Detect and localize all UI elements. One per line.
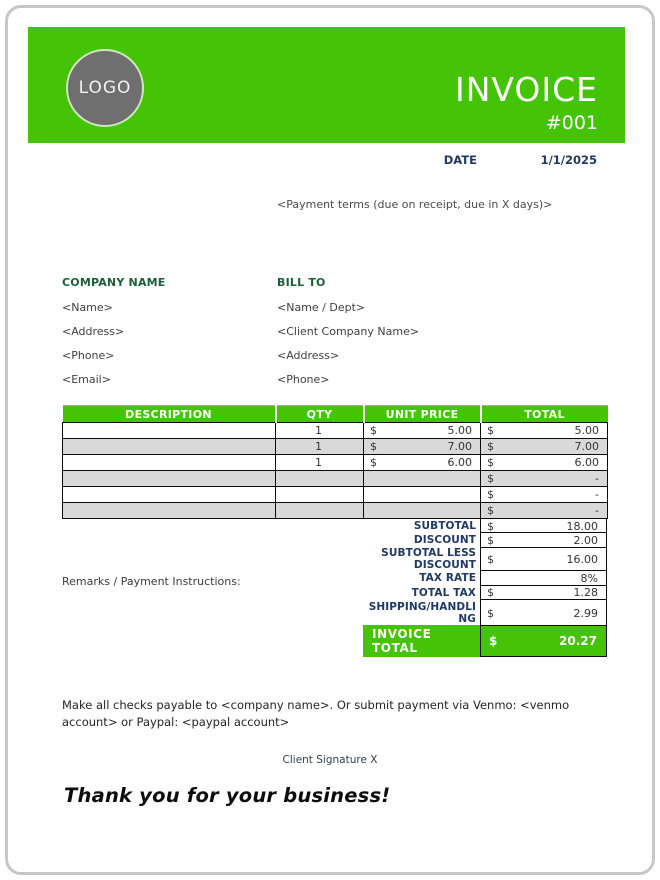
invoice-total-row — [62, 625, 607, 657]
currency-symbol: $ — [487, 456, 494, 469]
tax-rate-label: TAX RATE — [419, 572, 476, 585]
currency-symbol: $ — [487, 586, 494, 600]
currency-symbol: $ — [487, 533, 494, 547]
description-cell — [63, 455, 276, 471]
date-value: 1/1/2025 — [540, 153, 597, 167]
subtotal-less-discount-value: $ 16.00 — [480, 547, 607, 572]
bill-to-name-field: <Name / Dept> — [277, 300, 366, 314]
company-name-field: <Name> — [62, 300, 113, 314]
bill-to-info — [277, 276, 487, 385]
payment-terms: <Payment terms (due on receipt, due in X days)> — [277, 198, 553, 211]
qty-cell — [276, 503, 364, 519]
bill-to-address-field: <Address> — [277, 348, 340, 362]
total-tax-value: $ 1.28 — [480, 585, 607, 601]
bill-to-company-field: <Client Company Name> — [277, 324, 420, 338]
unit-price-cell: $ 5.00 — [364, 423, 481, 439]
date-label: DATE — [443, 153, 477, 167]
currency-symbol: $ — [487, 488, 494, 501]
line-item-row — [63, 503, 608, 519]
company-info — [62, 276, 272, 385]
line-item-row — [63, 471, 608, 487]
currency-symbol: $ — [487, 504, 494, 517]
line-items-table — [62, 405, 608, 519]
currency-symbol: $ — [487, 519, 494, 533]
invoice-number: #001 — [545, 112, 598, 134]
bill-to-phone-field: <Phone> — [277, 372, 330, 386]
page-title: INVOICE — [454, 70, 598, 109]
company-address-field: <Address> — [62, 324, 125, 338]
header-banner — [28, 27, 625, 143]
line-item-row — [63, 439, 608, 455]
total-header: TOTAL — [481, 406, 608, 423]
tax-rate-value: 8% — [480, 570, 607, 586]
qty-header: QTY — [276, 406, 364, 423]
invoice-total-label: INVOICE TOTAL — [363, 625, 480, 657]
logo-text: LOGO — [78, 78, 132, 98]
remarks-label: Remarks / Payment Instructions: — [62, 575, 241, 588]
table-header-row — [63, 406, 608, 423]
unit-price-cell: $ 7.00 — [364, 439, 481, 455]
unit-price-cell — [364, 471, 481, 487]
client-signature-label: Client Signature X — [282, 754, 378, 766]
subtotal-less-discount-row — [62, 547, 607, 572]
total-cell: $ - — [481, 487, 608, 503]
qty-cell: 1 — [276, 423, 364, 439]
total-tax-label: TOTAL TAX — [411, 586, 476, 599]
currency-symbol: $ — [487, 606, 494, 620]
total-cell: $ 5.00 — [481, 423, 608, 439]
qty-cell — [276, 487, 364, 503]
total-cell: $ - — [481, 503, 608, 519]
unit-price-cell — [364, 487, 481, 503]
banner-text — [455, 71, 598, 136]
unit-price-cell — [364, 503, 481, 519]
total-cell: $ 7.00 — [481, 439, 608, 455]
shipping-row — [62, 599, 607, 627]
description-cell — [63, 423, 276, 439]
company-email-field: <Email> — [62, 372, 111, 386]
currency-symbol: $ — [489, 634, 498, 649]
line-item-row — [63, 487, 608, 503]
currency-symbol: $ — [487, 440, 494, 453]
description-cell — [63, 487, 276, 503]
unit-price-cell: $ 6.00 — [364, 455, 481, 471]
total-cell: $ - — [481, 471, 608, 487]
qty-cell — [276, 471, 364, 487]
bill-to-heading: BILL TO — [277, 276, 326, 289]
currency-symbol: $ — [370, 456, 377, 469]
line-item-row — [63, 455, 608, 471]
line-item-row — [63, 423, 608, 439]
subtotal-value: $ 18.00 — [480, 518, 607, 534]
discount-value: $ 2.00 — [480, 532, 607, 548]
logo — [66, 49, 144, 127]
unit-price-header: UNIT PRICE — [364, 406, 481, 423]
qty-cell: 1 — [276, 439, 364, 455]
currency-symbol: $ — [487, 424, 494, 437]
subtotal-less-discount-label: SUBTOTAL LESS DISCOUNT — [381, 547, 476, 572]
company-heading: COMPANY NAME — [62, 276, 166, 289]
currency-symbol: $ — [487, 472, 494, 485]
description-header: DESCRIPTION — [63, 406, 276, 423]
subtotal-label: SUBTOTAL — [413, 520, 476, 532]
currency-symbol: $ — [370, 424, 377, 437]
qty-cell: 1 — [276, 455, 364, 471]
description-cell — [63, 503, 276, 519]
payment-note: Make all checks payable to <company name>. Or submit payment via Venmo: <venmo account> or Paypal: <paypal account> — [62, 698, 570, 729]
description-cell — [63, 439, 276, 455]
shipping-label: SHIPPING/HANDLING — [368, 601, 476, 626]
thank-you-message: Thank you for your business! — [64, 784, 391, 807]
invoice-total-value: $ 20.27 — [480, 625, 607, 657]
currency-symbol: $ — [487, 552, 494, 566]
shipping-value: $ 2.99 — [480, 599, 607, 627]
discount-label: DISCOUNT — [413, 534, 476, 547]
total-cell: $ 6.00 — [481, 455, 608, 471]
company-phone-field: <Phone> — [62, 348, 115, 362]
currency-symbol: $ — [370, 440, 377, 453]
description-cell — [63, 471, 276, 487]
